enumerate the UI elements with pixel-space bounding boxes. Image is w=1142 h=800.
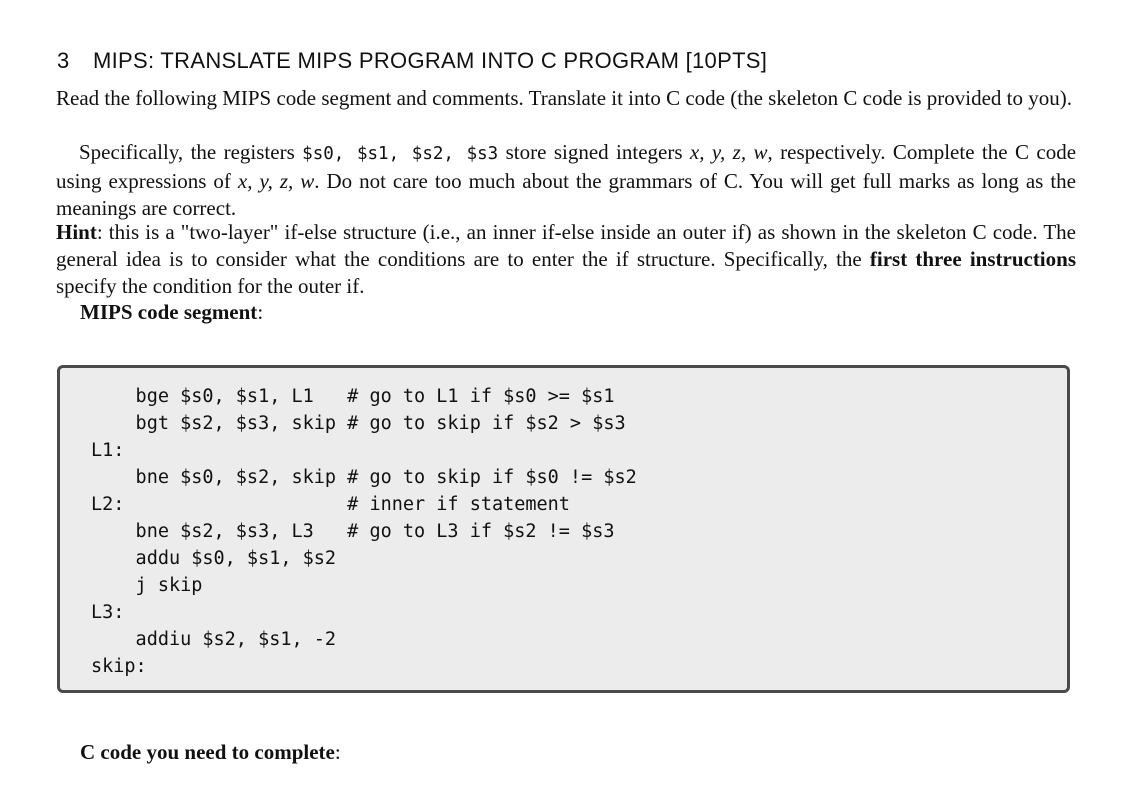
intro-paragraph: Read the following MIPS code segment and comments. Translate it into C code (the skeleton C code is provided to you). bbox=[56, 86, 1073, 110]
register-list: $s0, $s1, $s2, $s3 bbox=[302, 144, 499, 164]
hint-emphasis: first three instructions bbox=[869, 247, 1076, 271]
mips-code-label: MIPS code segment: bbox=[80, 300, 264, 324]
code-line: bge $s0, $s1, L1 # go to L1 if $s0 >= $s1 bbox=[91, 386, 615, 407]
code-line: j skip bbox=[91, 575, 203, 596]
code-line: L2: # inner if statement bbox=[91, 494, 570, 515]
section-title: MIPS: TRANSLATE MIPS PROGRAM INTO C PROGRAM [10PTS] bbox=[93, 48, 768, 73]
code-line: L3: bbox=[91, 602, 125, 623]
mips-code-block bbox=[57, 365, 1070, 693]
registers-paragraph: Specifically, the registers $s0, $s1, $s2, $s3 store signed integers x, y, z, w, respectively. Complete the C code using expressions of x, y, z, w. Do not care too much about the grammars of C. You will get full marks as long as the meanings are correct. bbox=[56, 140, 1077, 220]
code-line: bgt $s2, $s3, skip # go to skip if $s2 > $s3 bbox=[91, 413, 626, 434]
variable-list: x, y, z, w bbox=[689, 140, 768, 164]
hint-paragraph: Hint: this is a "two-layer" if-else structure (i.e., an inner if-else inside an outer if) as shown in the skeleton C code. The general idea is to consider what the conditions are to enter the if structure. Specifically, the first three instructions specify the condition for the outer if. bbox=[56, 220, 1076, 298]
c-code-label: C code you need to complete: bbox=[80, 740, 341, 764]
section-heading bbox=[57, 48, 767, 74]
variable-list-2: x, y, z, w bbox=[237, 169, 315, 193]
section-number: 3 bbox=[57, 48, 70, 73]
code-line: bne $s0, $s2, skip # go to skip if $s0 != $s2 bbox=[91, 467, 637, 488]
code-line: addu $s0, $s1, $s2 bbox=[91, 548, 337, 569]
code-line: L1: bbox=[91, 440, 125, 461]
code-line: skip: bbox=[91, 656, 147, 677]
code-line: bne $s2, $s3, L3 # go to L3 if $s2 != $s3 bbox=[91, 521, 615, 542]
code-line: addiu $s2, $s1, -2 bbox=[91, 629, 337, 650]
hint-label: Hint bbox=[56, 220, 97, 244]
